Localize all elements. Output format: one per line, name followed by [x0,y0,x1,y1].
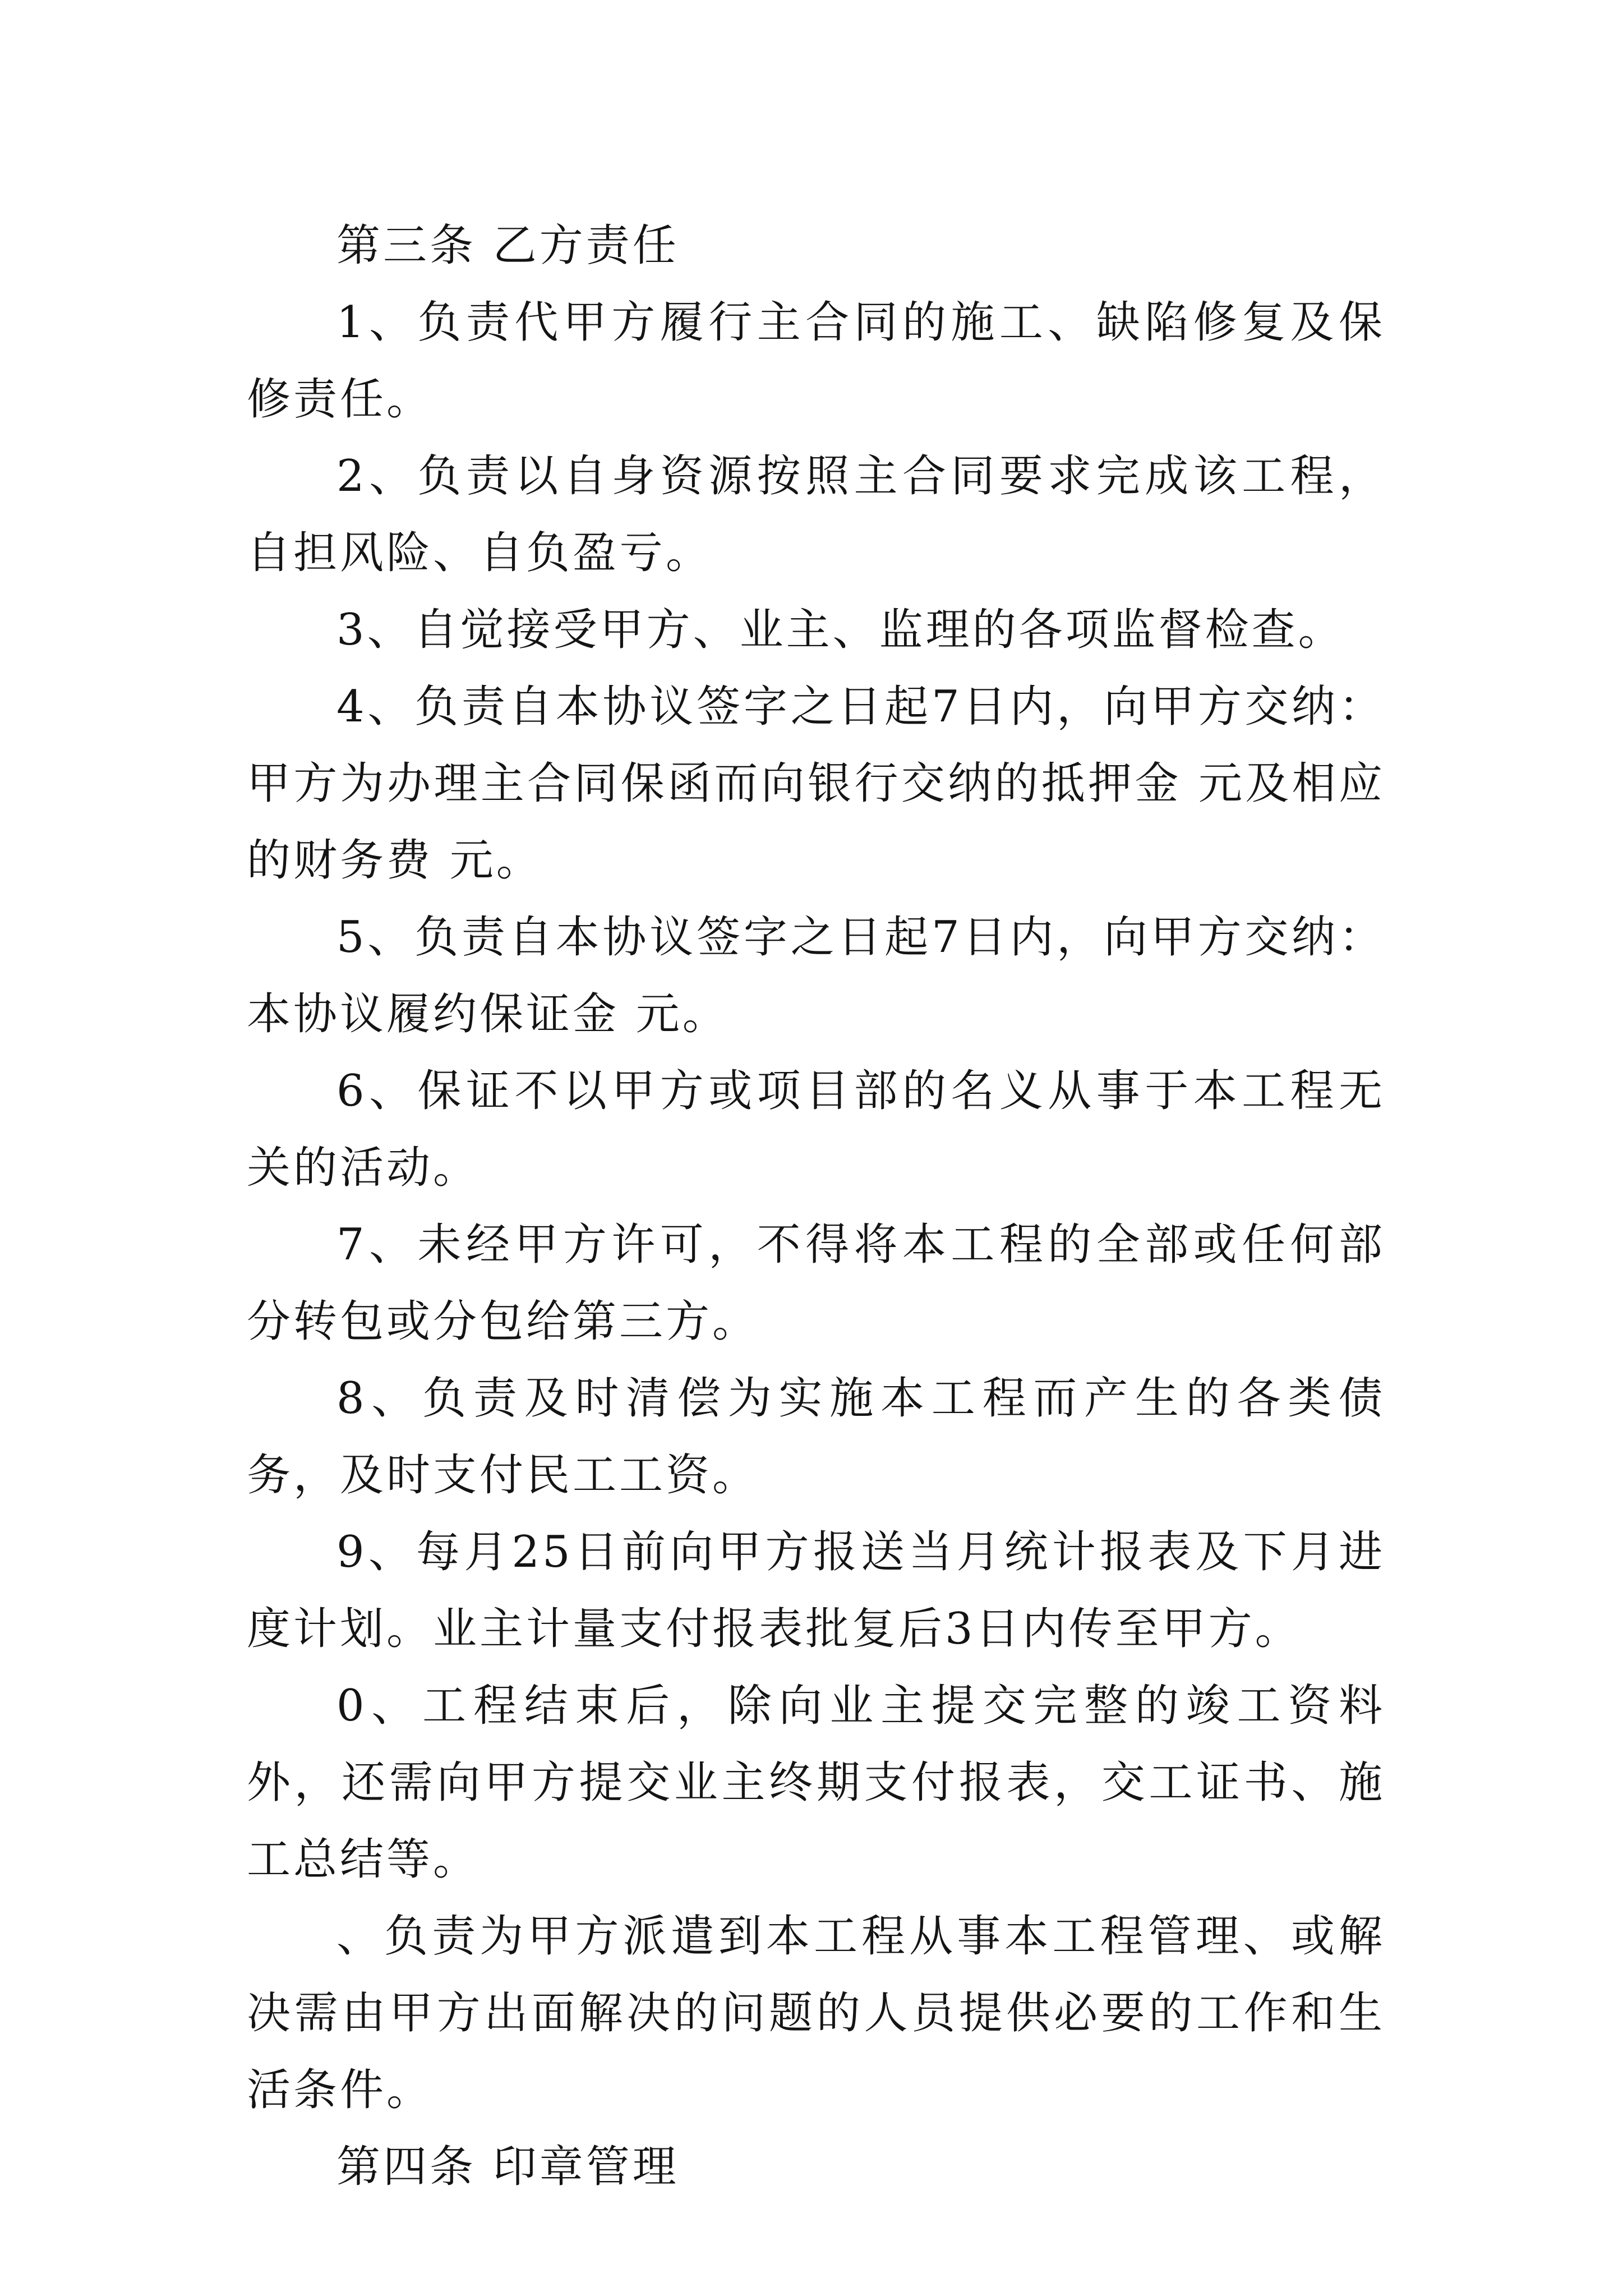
section-3-item-11: 、负责为甲方派遣到本工程从事本工程管理、或解决需由甲方出面解决的问题的人员提供必要的工作和生活条件。 [247,1911,1385,2115]
section-3-heading: 第三条 乙方责任 [336,220,679,271]
section-3-item-7: 7、未经甲方许可，不得将本工程的全部或任何部分转包或分包给第三方。 [247,1220,1385,1347]
section-3-item-1: 1、负责代甲方履行主合同的施工、缺陷修复及保修责任。 [247,297,1385,425]
section-4-heading: 第四条 印章管理 [336,2142,679,2192]
section-3-item-4: 4、负责自本协议签字之日起7日内，向甲方交纳：甲方为办理主合同保函而向银行交纳的抵押金 元及相应的财务费 元。 [247,682,1385,886]
document-body [247,208,1385,2206]
section-3-item-8: 8、负责及时清偿为实施本工程而产生的各类债务，及时支付民工工资。 [247,1373,1385,1501]
section-3-item-2: 2、负责以自身资源按照主合同要求完成该工程，自担风险、自负盈亏。 [247,451,1385,578]
section-3-item-9: 9、每月25日前向甲方报送当月统计报表及下月进度计划。业主计量支付报表批复后3日内传至甲方。 [247,1527,1385,1654]
section-3-item-6: 6、保证不以甲方或项目部的名义从事于本工程无关的活动。 [247,1066,1385,1193]
section-3-item-3: 3、自觉接受甲方、业主、监理的各项监督检查。 [336,605,1345,655]
section-3-item-10: 0、工程结束后，除向业主提交完整的竣工资料外，还需向甲方提交业主终期支付报表，交工证书、施工总结等。 [247,1681,1385,1885]
section-3-item-5: 5、负责自本协议签字之日起7日内，向甲方交纳：本协议履约保证金 元。 [247,912,1385,1039]
